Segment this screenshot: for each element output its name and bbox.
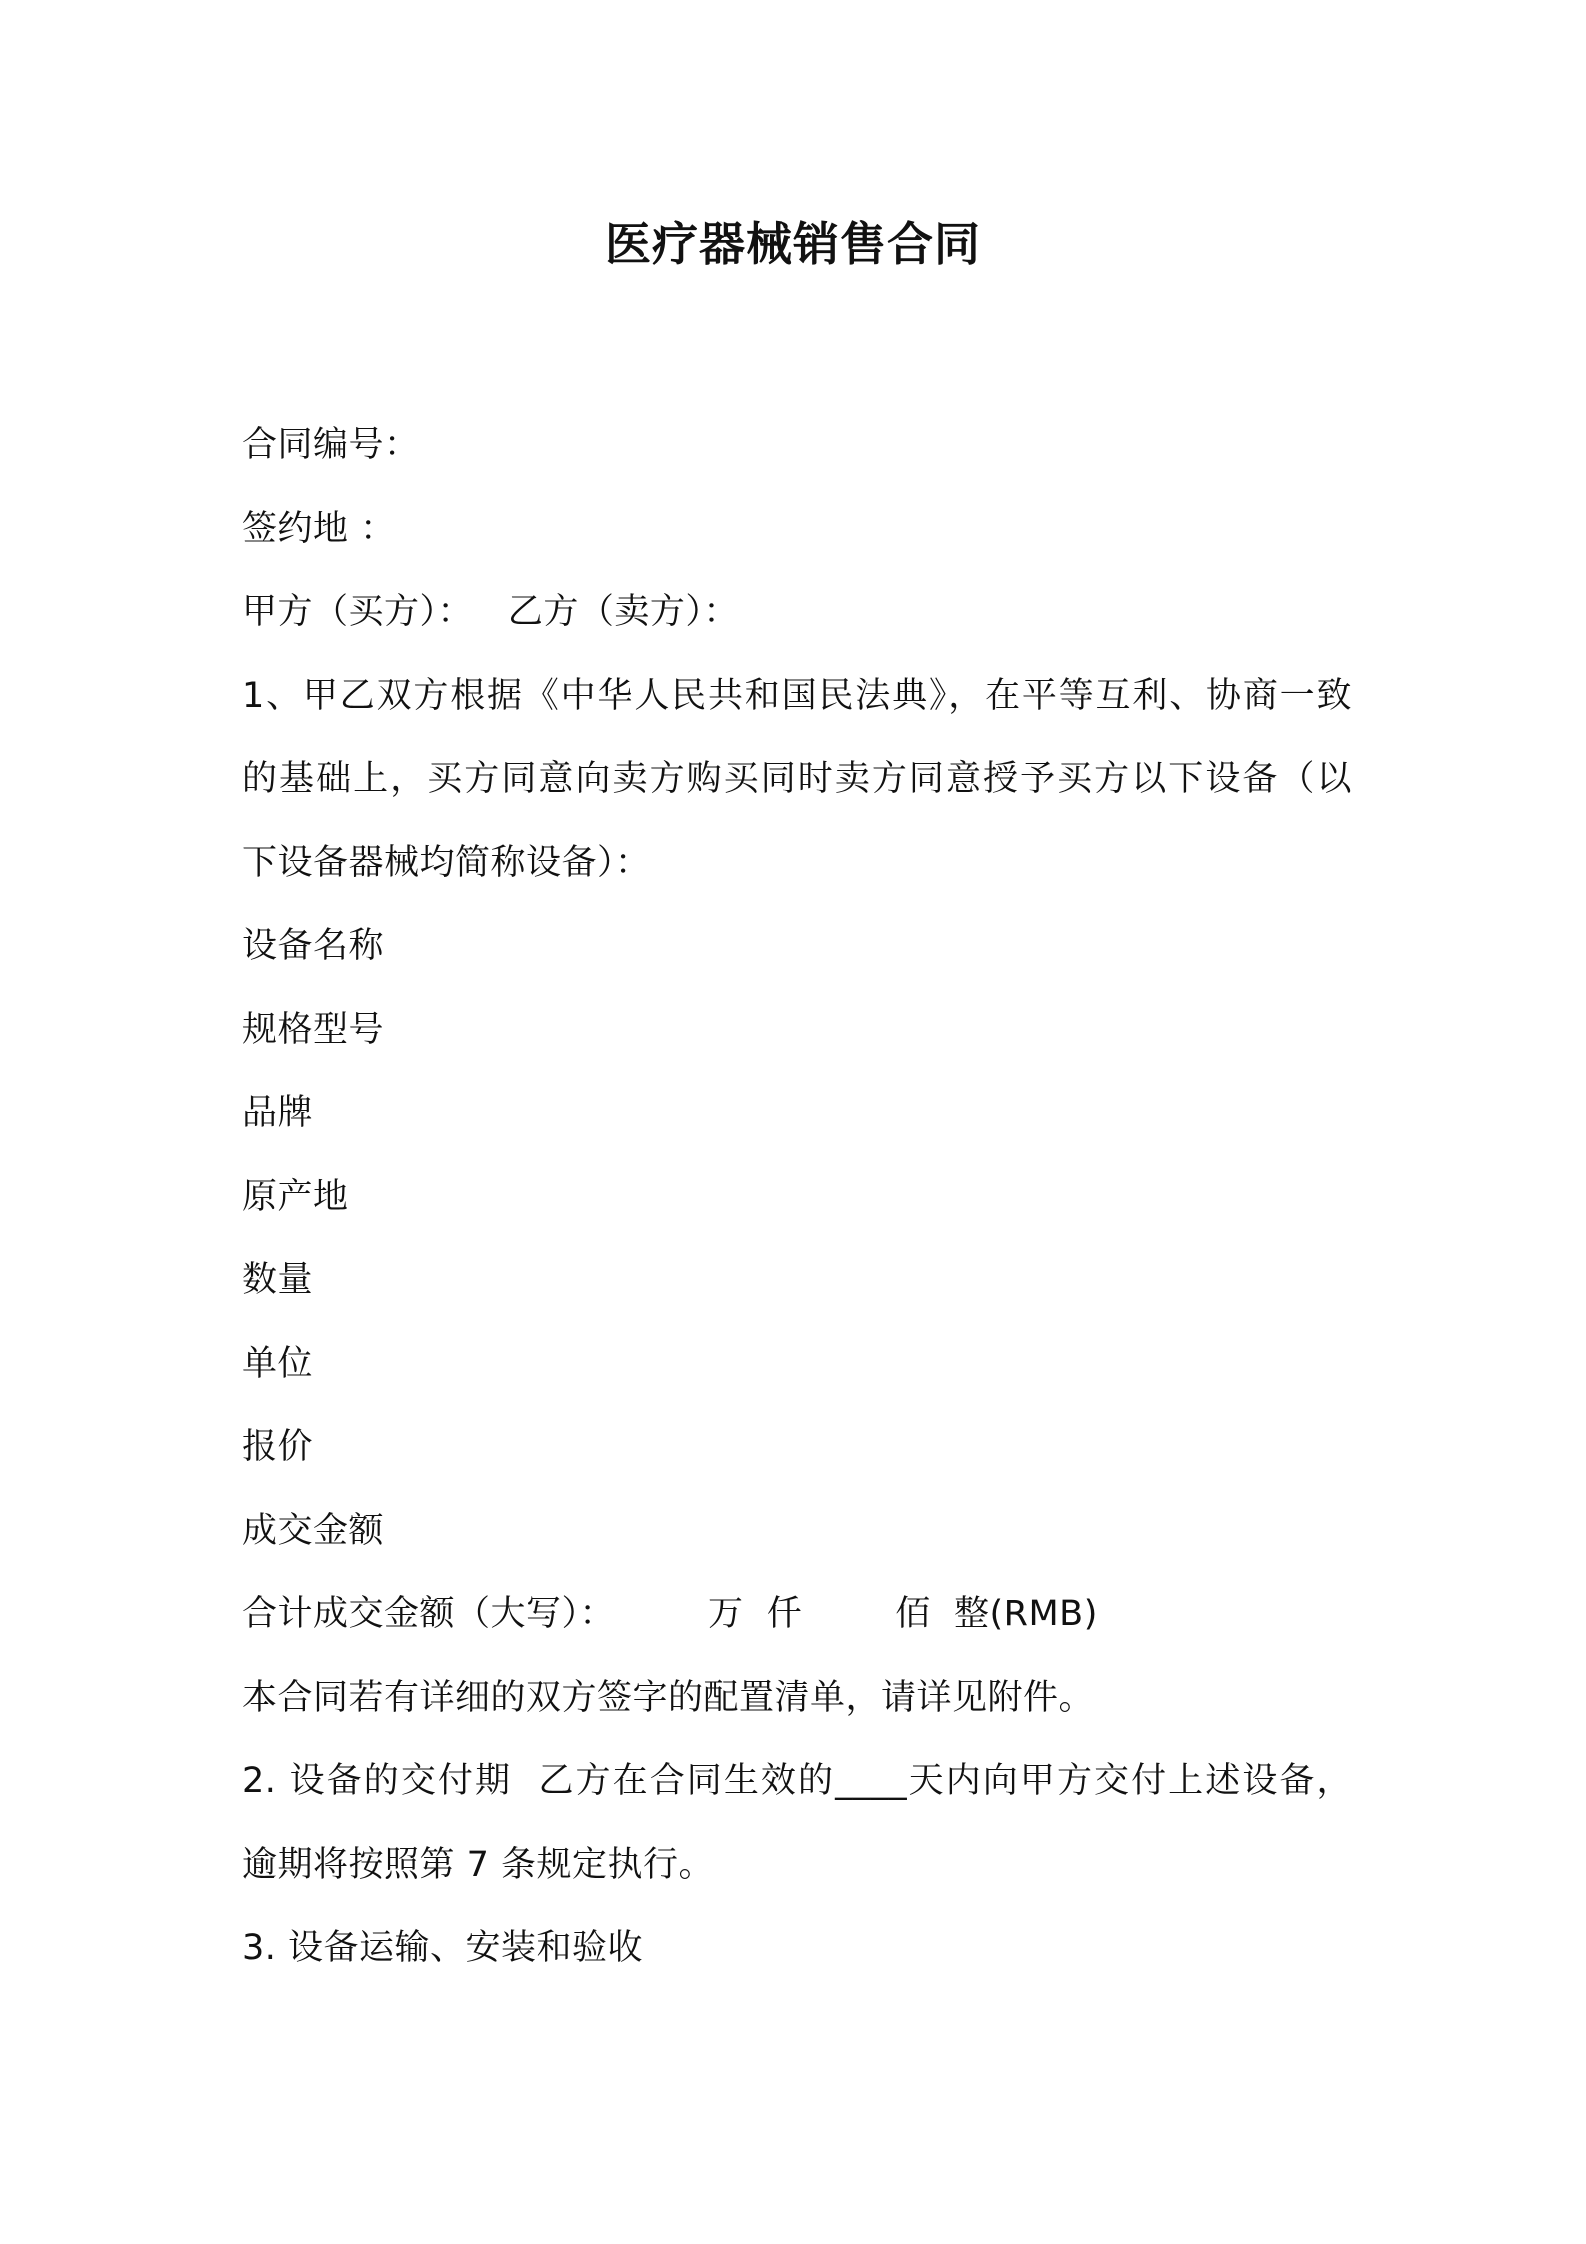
document-body [242, 404, 1362, 1991]
contract-number-line: 合同编号： [242, 425, 420, 465]
field-quantity: 数量 [242, 1260, 314, 1300]
document-title: 医疗器械销售合同 [605, 217, 981, 271]
clause-1-line-1: 1、甲乙双方根据《中华人民共和国民法典》，在平等互利、协商一致 [242, 675, 1352, 716]
field-brand: 品牌 [242, 1093, 314, 1133]
field-equipment-name: 设备名称 [242, 926, 385, 966]
field-quote: 报价 [242, 1427, 314, 1467]
clause-2-line-1: 2. 设备的交付期 乙方在合同生效的____天内向甲方交付上述设备， [242, 1761, 1352, 1801]
field-model-spec: 规格型号 [242, 1009, 385, 1050]
signing-place-line: 签约地 ： [242, 508, 396, 549]
clause-1-line-3: 下设备器械均简称设备）： [242, 842, 651, 883]
attachment-note-line: 本合同若有详细的双方签字的配置清单，请详见附件。 [242, 1677, 1095, 1718]
total-amount-line: 合计成交金额（大写）： 万 仟 佰 整(RMB) [242, 1594, 1098, 1634]
clause-3-heading: 3. 设备运输、安装和验收 [242, 1928, 644, 1968]
clause-1-line-2: 的基础上，买方同意向卖方购买同时卖方同意授予买方以下设备（以 [242, 759, 1352, 799]
field-origin: 原产地 [242, 1176, 349, 1217]
field-deal-amount: 成交金额 [242, 1510, 385, 1551]
field-unit: 单位 [242, 1343, 314, 1384]
clause-2-line-2: 逾期将按照第 7 条规定执行。 [242, 1844, 715, 1885]
parties-line: 甲方（买方）： 乙方（卖方）： [242, 592, 739, 632]
